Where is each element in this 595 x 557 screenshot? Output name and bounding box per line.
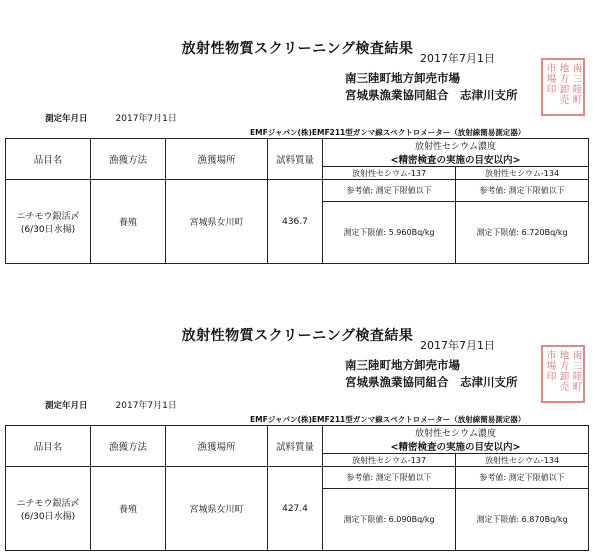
cell-ref-cs137: 参考値: 測定下限値以下 — [323, 467, 456, 489]
red-seal-stamp — [541, 58, 585, 116]
seal-text-2: 地方卸売 — [557, 350, 569, 392]
report-title: 放射性物質スクリーニング検査結果 — [181, 328, 414, 344]
header-weight: 試料質量 — [268, 426, 323, 467]
org-cooperative: 宮城県漁業協同組合 志津川支所 — [345, 375, 518, 389]
seal-text-1: 南三陸町 — [570, 350, 582, 392]
red-seal-stamp — [541, 345, 585, 403]
report-title: 放射性物質スクリーニング検査結果 — [181, 41, 414, 57]
header-method: 漁獲方法 — [91, 426, 166, 467]
item-name: ニチモウ銀活〆 — [16, 211, 80, 222]
header-concentration-sub: <精密検査の実施の目安以内> — [323, 439, 589, 454]
seal-text-2: 地方卸売 — [557, 63, 569, 105]
report-2 — [0, 287, 595, 557]
measurement-date-label: 測定年月日 — [45, 401, 88, 411]
org-market: 南三陸町地方卸売市場 — [345, 71, 460, 85]
cell-ref-cs134: 参考値: 測定下限値以下 — [456, 180, 589, 202]
header-item: 品目名 — [6, 139, 91, 180]
measurement-date: 2017年7月1日 — [115, 401, 177, 411]
cell-item — [6, 180, 91, 264]
results-table — [5, 425, 589, 551]
cell-item — [6, 467, 91, 551]
cell-place: 宮城県女川町 — [166, 467, 268, 551]
org-cooperative: 宮城県漁業協同組合 志津川支所 — [345, 88, 518, 102]
cell-weight: 436.7 — [268, 180, 323, 264]
header-cs134: 放射性セシウム-134 — [456, 454, 589, 467]
header-place: 漁獲場所 — [166, 426, 268, 467]
report-date: 2017年7月1日 — [420, 339, 495, 352]
report-1 — [0, 0, 595, 270]
measurement-date: 2017年7月1日 — [115, 114, 177, 124]
device-note: EMFジャパン(株)EMF211型ガンマ線スペクトロメーター（放射線簡易測定器） — [250, 128, 526, 137]
measurement-date-line — [45, 398, 177, 411]
header-cs137: 放射性セシウム-137 — [323, 167, 456, 180]
seal-text-3: 市場印 — [544, 350, 556, 382]
cell-weight: 427.4 — [268, 467, 323, 551]
header-concentration: 放射性セシウム濃度 — [323, 426, 589, 440]
cell-ref-cs134: 参考値: 測定下限値以下 — [456, 467, 589, 489]
table-row — [6, 467, 589, 489]
header-method: 漁獲方法 — [91, 139, 166, 180]
item-name: ニチモウ銀活〆 — [16, 498, 80, 509]
header-concentration-sub: <精密検査の実施の目安以内> — [323, 152, 589, 167]
cell-place: 宮城県女川町 — [166, 180, 268, 264]
item-landing-date: (6/30日水揚) — [20, 511, 76, 522]
seal-text-3: 市場印 — [544, 63, 556, 95]
cell-limit-cs134: 測定下限値: 6.870Bq/kg — [456, 489, 589, 551]
report-date: 2017年7月1日 — [420, 52, 495, 65]
item-landing-date: (6/30日水揚) — [20, 224, 76, 235]
header-concentration: 放射性セシウム濃度 — [323, 139, 589, 153]
cell-limit-cs137: 測定下限値: 6.090Bq/kg — [323, 489, 456, 551]
org-market: 南三陸町地方卸売市場 — [345, 358, 460, 372]
table-row — [6, 180, 589, 202]
results-table — [5, 138, 589, 264]
seal-text-1: 南三陸町 — [570, 63, 582, 105]
cell-ref-cs137: 参考値: 測定下限値以下 — [323, 180, 456, 202]
measurement-date-label: 測定年月日 — [45, 114, 88, 124]
cell-limit-cs137: 測定下限値: 5.960Bq/kg — [323, 202, 456, 264]
device-note: EMFジャパン(株)EMF211型ガンマ線スペクトロメーター（放射線簡易測定器） — [250, 415, 526, 424]
header-item: 品目名 — [6, 426, 91, 467]
header-place: 漁獲場所 — [166, 139, 268, 180]
header-cs134: 放射性セシウム-134 — [456, 167, 589, 180]
header-cs137: 放射性セシウム-137 — [323, 454, 456, 467]
header-weight: 試料質量 — [268, 139, 323, 180]
cell-method: 養殖 — [91, 467, 166, 551]
cell-method: 養殖 — [91, 180, 166, 264]
cell-limit-cs134: 測定下限値: 6.720Bq/kg — [456, 202, 589, 264]
measurement-date-line — [45, 111, 177, 124]
